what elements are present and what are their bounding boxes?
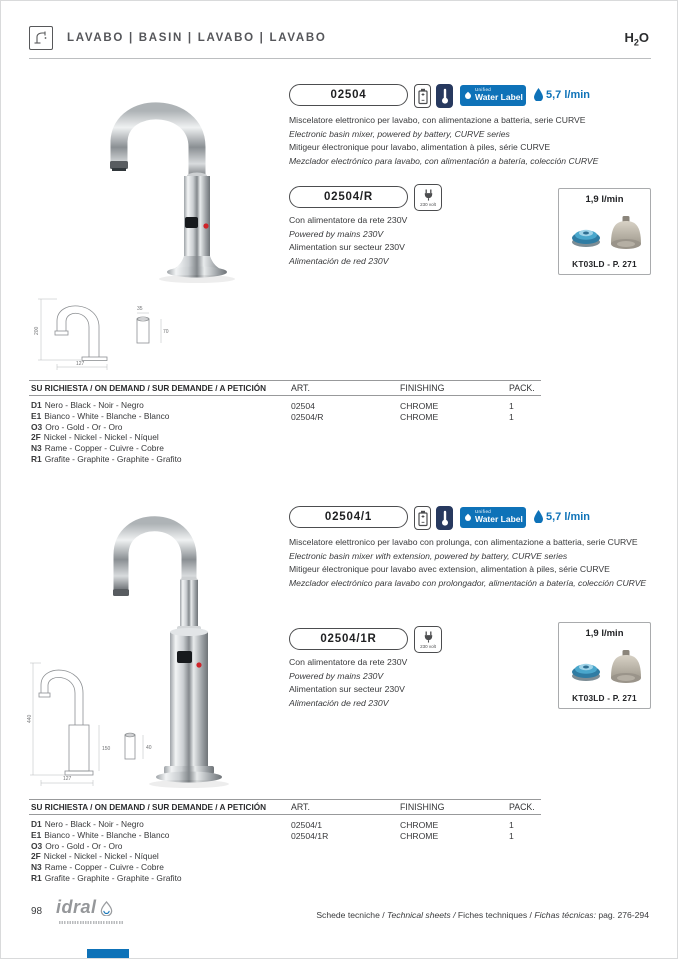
cell-art: 02504/R [291,411,324,422]
idral-logo-text: idral [56,897,97,917]
header-divider [29,58,651,59]
idral-logo [56,899,114,916]
product-description [289,537,659,591]
aerator-image [565,210,645,254]
water-label-drop-icon [464,513,472,521]
variant-code-badge [289,186,408,208]
product-code: 02504/1 [324,511,373,523]
footer-note-es: Fichas técnicas: [534,910,599,920]
variant-es: Alimentación de red 230V [289,255,389,266]
finish-option: D1 Nero - Black - Noir - Negro [31,819,144,829]
water-label-small-text: Unified [475,509,492,515]
desc-it: Miscelatore elettronico per lavabo con prolunga, con alimentazione a batteria, serie CURVE [289,537,638,547]
thermometer-icon [436,506,453,530]
cell-art: 02504/1R [291,830,329,841]
col-header-pack: PACK. [509,383,535,393]
battery-icon [414,84,431,108]
finish-option: N3 Rame - Copper - Cuivre - Cobre [31,862,164,873]
on-demand-title: SU RICHIESTA / ON DEMAND / SUR DEMANDE / A PETICIÓN [31,384,267,393]
aerator-image [565,644,645,688]
h2o-o: O [638,30,649,45]
flow-rate [534,510,590,523]
technical-drawing-02504-1 [27,653,167,798]
variant-en: Powered by mains 230V [289,228,384,239]
variant-it: Con alimentatore da rete 230V [289,215,408,225]
water-drop-icon [534,88,543,101]
aerator-box [558,622,651,709]
faucet-glyph-icon [32,29,50,47]
variant-es: Alimentación de red 230V [289,697,389,708]
product-code: 02504 [330,89,367,101]
footer-note [316,910,649,920]
finish-option: E1 Bianco - White - Blanche - Blanco [31,829,170,840]
col-header-art: ART. [291,383,310,393]
cell-finishing: CHROME [400,820,439,830]
water-label-badge [460,507,526,528]
plug-voltage-label: 230 volt [420,201,436,207]
cell-finishing: CHROME [400,411,439,422]
footer-note-it: Schede tecniche / [316,910,388,920]
cell-art: 02504 [291,401,315,411]
cell-finishing: CHROME [400,830,439,841]
table-rule-bottom [29,395,541,396]
product-code-badge [289,506,408,528]
water-label-small-text: Unified [475,87,492,93]
finish-options-list [31,400,182,465]
finish-option: 2F Nickel - Nickel - Nickel - Níquel [31,432,159,443]
desc-fr: Mitigeur électronique pour lavabo, alimentation à piles, série CURVE [289,142,551,153]
dim-part2: 35 [137,306,143,312]
col-header-finishing: FINISHING [400,802,445,812]
plug-voltage-label: 230 volt [420,643,436,649]
aerator-flow-rate: 1,9 l/min [585,628,624,639]
col-header-finishing: FINISHING [400,383,445,393]
dim-width: 127 [76,361,85,367]
cell-finishing: CHROME [400,401,439,411]
finish-option: D1 Nero - Black - Noir - Negro [31,400,144,410]
on-demand-title: SU RICHIESTA / ON DEMAND / SUR DEMANDE / A PETICIÓN [31,803,267,812]
table-rule-top [29,380,541,381]
footer-note-en: Technical sheets / [387,910,458,920]
desc-en: Electronic basin mixer, powered by battery, CURVE series [289,128,510,139]
variant-code: 02504/1R [320,633,377,645]
faucet-image [63,77,263,287]
page-edge-tab [87,949,129,959]
category-basin-icon [29,26,53,50]
flow-rate-value: 5,7 l/min [546,510,591,523]
variant-it: Con alimentatore da rete 230V [289,657,408,667]
page-number: 98 [31,906,43,917]
dim-height: 200 [34,326,40,335]
variant-code-badge [289,628,408,650]
dim-height: 440 [27,714,33,723]
water-label-text: Water Label [475,92,523,103]
mains-plug-icon [414,626,442,653]
variant-code: 02504/R [323,191,374,203]
table-header-row [291,802,535,812]
dim-part2: 40 [146,745,152,751]
article-table-rows [291,820,514,841]
mains-plug-icon [414,184,442,211]
h2o-sub: 2 [633,37,639,48]
flow-rate-value: 5,7 l/min [546,88,591,101]
finish-option: R1 Grafite - Graphite - Graphite - Grafito [31,453,182,464]
footer-note-pages: pag. 276-294 [598,910,649,920]
h2o-h: H [624,30,634,45]
cell-pack: 1 [509,830,514,841]
product-photo-02504 [63,77,263,292]
desc-es: Mezclador electrónico para lavabo con prolongador, alimentación a batería, colección CURVE [289,577,647,588]
dim-part1: 150 [102,746,111,752]
finish-option: R1 Grafite - Graphite - Graphite - Grafito [31,872,182,883]
variant-description [289,658,407,712]
thermometer-icon [436,84,453,108]
water-label-text: Water Label [475,514,523,525]
cell-pack: 1 [509,401,514,411]
desc-en: Electronic basin mixer with extension, powered by battery, CURVE series [289,550,568,561]
article-table-rows [291,401,514,422]
idral-logo-mark-icon [99,901,114,916]
finish-option: N3 Rame - Copper - Cuivre - Cobre [31,443,164,454]
table-header-row [291,383,535,393]
table-rule-top [29,799,541,800]
cell-pack: 1 [509,820,514,830]
aerator-flow-rate: 1,9 l/min [585,194,624,205]
desc-it: Miscelatore elettronico per lavabo, con alimentazione a batteria, serie CURVE [289,115,586,125]
variant-fr: Alimentation sur secteur 230V [289,684,405,695]
desc-es: Mezclador electrónico para lavabo, con alimentación a batería, colección CURVE [289,155,599,166]
aerator-box [558,188,651,275]
dim-width: 127 [63,776,72,782]
desc-fr: Mitigeur électronique pour lavabo avec extension, alimentation à piles, série CURVE [289,564,610,575]
table-rule-bottom [29,814,541,815]
product-description [289,115,659,169]
finish-option: 2F Nickel - Nickel - Nickel - Níquel [31,851,159,862]
page-title: LAVABO | BASIN | LAVABO | LAVABO [67,32,327,44]
finish-option: E1 Bianco - White - Blanche - Blanco [31,410,170,421]
flow-rate [534,88,590,101]
water-drop-icon [534,510,543,523]
finish-option: O3 Oro - Gold - Or - Oro [31,840,123,851]
footer-note-fr: Fiches techniques / [457,910,535,920]
logo-tagline [59,921,123,924]
technical-drawing-02504 [31,289,181,378]
cell-art: 02504/1 [291,820,323,830]
variant-en: Powered by mains 230V [289,670,384,681]
water-label-badge [460,85,526,106]
variant-description [289,216,407,270]
dim-part1: 70 [163,329,169,335]
aerator-code: KT03LD - P. 271 [572,693,637,703]
finish-option: O3 Oro - Gold - Or - Oro [31,421,123,432]
variant-fr: Alimentation sur secteur 230V [289,242,405,253]
aerator-code: KT03LD - P. 271 [572,259,637,269]
battery-icon [414,506,431,530]
h2o-mark [624,30,649,48]
finish-options-list [31,819,182,884]
product-code-badge [289,84,408,106]
water-label-drop-icon [464,91,472,99]
col-header-art: ART. [291,802,310,812]
col-header-pack: PACK. [509,802,535,812]
cell-pack: 1 [509,411,514,422]
